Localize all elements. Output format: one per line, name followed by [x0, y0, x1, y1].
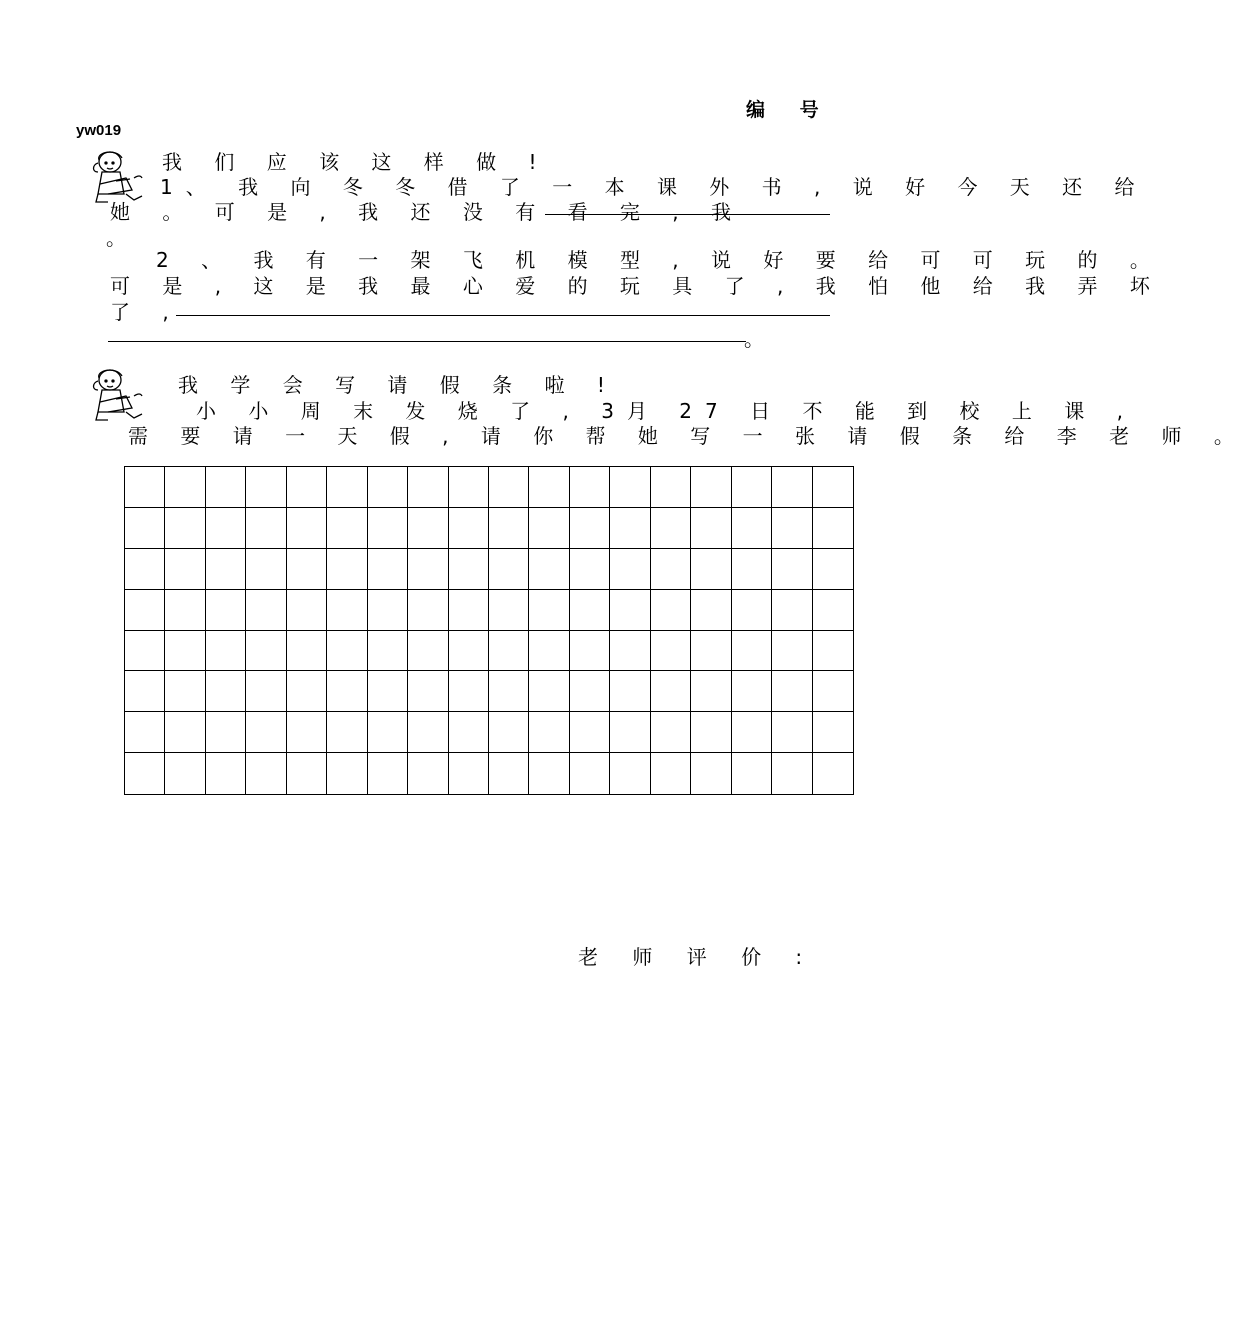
- grid-cell[interactable]: [206, 508, 246, 549]
- grid-cell[interactable]: [246, 549, 286, 590]
- grid-cell[interactable]: [408, 712, 448, 753]
- grid-cell[interactable]: [813, 712, 853, 753]
- grid-cell[interactable]: [408, 467, 448, 508]
- grid-cell[interactable]: [489, 549, 529, 590]
- grid-cell[interactable]: [449, 467, 489, 508]
- grid-cell[interactable]: [651, 508, 691, 549]
- grid-cell[interactable]: [732, 508, 772, 549]
- grid-cell[interactable]: [489, 671, 529, 712]
- grid-cell[interactable]: [287, 712, 327, 753]
- grid-cell[interactable]: [489, 508, 529, 549]
- grid-cell[interactable]: [368, 590, 408, 631]
- grid-cell[interactable]: [125, 508, 165, 549]
- grid-cell[interactable]: [813, 671, 853, 712]
- grid-cell[interactable]: [165, 753, 205, 794]
- grid-cell[interactable]: [691, 590, 731, 631]
- grid-cell[interactable]: [327, 631, 367, 672]
- item2-answer-blank-1[interactable]: [176, 315, 830, 316]
- grid-cell[interactable]: [449, 671, 489, 712]
- section1-title: 我 们 应 该 这 样 做 !: [162, 150, 550, 174]
- grid-cell[interactable]: [570, 671, 610, 712]
- grid-cell[interactable]: [165, 549, 205, 590]
- section2-title: 我 学 会 写 请 假 条 啦 !: [178, 373, 618, 397]
- grid-cell[interactable]: [651, 549, 691, 590]
- grid-cell[interactable]: [408, 753, 448, 794]
- grid-cell[interactable]: [691, 631, 731, 672]
- grid-cell[interactable]: [246, 712, 286, 753]
- grid-cell[interactable]: [368, 753, 408, 794]
- grid-cell[interactable]: [165, 671, 205, 712]
- grid-cell[interactable]: [287, 590, 327, 631]
- grid-cell[interactable]: [772, 631, 812, 672]
- grid-cell[interactable]: [651, 590, 691, 631]
- item1-line2: 她 。 可 是 , 我 还 没 有 看 完 , 我: [110, 200, 745, 224]
- grid-cell[interactable]: [368, 508, 408, 549]
- grid-cell[interactable]: [206, 467, 246, 508]
- grid-cell[interactable]: [246, 467, 286, 508]
- grid-cell[interactable]: [813, 631, 853, 672]
- grid-cell[interactable]: [651, 467, 691, 508]
- writing-grid[interactable]: [124, 466, 854, 795]
- grid-cell[interactable]: [691, 712, 731, 753]
- grid-cell[interactable]: [368, 467, 408, 508]
- grid-cell[interactable]: [732, 753, 772, 794]
- grid-cell[interactable]: [287, 671, 327, 712]
- item1-answer-blank[interactable]: [545, 214, 830, 215]
- grid-cell[interactable]: [570, 467, 610, 508]
- grid-cell[interactable]: [529, 549, 569, 590]
- grid-cell[interactable]: [287, 753, 327, 794]
- grid-cell[interactable]: [125, 467, 165, 508]
- grid-cell[interactable]: [772, 508, 812, 549]
- grid-cell[interactable]: [732, 671, 772, 712]
- item2-line2: 可 是 , 这 是 我 最 心 爱 的 玩 具 了 , 我 怕 他 给 我 弄 坏: [110, 274, 1163, 298]
- grid-cell[interactable]: [772, 549, 812, 590]
- grid-cell[interactable]: [772, 467, 812, 508]
- grid-cell[interactable]: [125, 631, 165, 672]
- grid-cell[interactable]: [206, 753, 246, 794]
- grid-cell[interactable]: [732, 467, 772, 508]
- grid-cell[interactable]: [408, 631, 448, 672]
- grid-cell[interactable]: [327, 508, 367, 549]
- grid-cell[interactable]: [165, 467, 205, 508]
- grid-cell[interactable]: [732, 590, 772, 631]
- grid-cell[interactable]: [246, 508, 286, 549]
- grid-cell[interactable]: [610, 712, 650, 753]
- grid-cell[interactable]: [813, 753, 853, 794]
- item2-end-mark: 。: [744, 327, 777, 351]
- item2-line3: 了 ,: [110, 300, 182, 324]
- grid-cell[interactable]: [691, 508, 731, 549]
- grid-cell[interactable]: [610, 549, 650, 590]
- grid-cell[interactable]: [165, 631, 205, 672]
- grid-cell[interactable]: [691, 549, 731, 590]
- document-code: yw019: [76, 122, 122, 139]
- grid-cell[interactable]: [125, 549, 165, 590]
- grid-cell[interactable]: [206, 712, 246, 753]
- grid-cell[interactable]: [246, 753, 286, 794]
- grid-cell[interactable]: [327, 549, 367, 590]
- grid-cell[interactable]: [529, 508, 569, 549]
- grid-cell[interactable]: [206, 631, 246, 672]
- grid-cell[interactable]: [165, 590, 205, 631]
- grid-cell[interactable]: [327, 671, 367, 712]
- grid-cell[interactable]: [368, 712, 408, 753]
- item1-end-mark: 。: [106, 226, 139, 250]
- grid-cell[interactable]: [651, 712, 691, 753]
- item2-line1: 2 、 我 有 一 架 飞 机 模 型 , 说 好 要 给 可 可 玩 的 。: [156, 248, 1163, 272]
- grid-cell[interactable]: [206, 590, 246, 631]
- number-label: 编 号: [746, 99, 833, 121]
- grid-cell[interactable]: [246, 590, 286, 631]
- section2-line1: 小 小 周 末 发 烧 了 , 3月 27 日 不 能 到 校 上 课 ,: [196, 399, 1136, 423]
- grid-cell[interactable]: [570, 590, 610, 631]
- grid-cell[interactable]: [610, 467, 650, 508]
- grid-cell[interactable]: [449, 631, 489, 672]
- girl-reading-icon: [86, 366, 148, 424]
- grid-cell[interactable]: [489, 631, 529, 672]
- grid-cell[interactable]: [327, 712, 367, 753]
- grid-cell[interactable]: [570, 631, 610, 672]
- grid-cell[interactable]: [813, 467, 853, 508]
- grid-cell[interactable]: [651, 671, 691, 712]
- grid-cell[interactable]: [610, 508, 650, 549]
- grid-cell[interactable]: [489, 590, 529, 631]
- grid-cell[interactable]: [408, 508, 448, 549]
- grid-cell[interactable]: [449, 590, 489, 631]
- teacher-evaluation-label: 老 师 评 价 :: [578, 945, 817, 969]
- grid-cell[interactable]: [732, 631, 772, 672]
- grid-cell[interactable]: [408, 549, 448, 590]
- grid-cell[interactable]: [368, 549, 408, 590]
- grid-cell[interactable]: [489, 467, 529, 508]
- grid-cell[interactable]: [408, 671, 448, 712]
- grid-cell[interactable]: [489, 753, 529, 794]
- grid-cell[interactable]: [529, 467, 569, 508]
- grid-cell[interactable]: [449, 549, 489, 590]
- grid-cell[interactable]: [287, 508, 327, 549]
- grid-cell[interactable]: [691, 753, 731, 794]
- grid-cell[interactable]: [489, 712, 529, 753]
- grid-cell[interactable]: [529, 631, 569, 672]
- section2-line2: 需 要 请 一 天 假 , 请 你 帮 她 写 一 张 请 假 条 给 李 老 师 。: [128, 424, 1247, 448]
- grid-cell[interactable]: [125, 590, 165, 631]
- grid-cell[interactable]: [570, 508, 610, 549]
- grid-cell[interactable]: [408, 590, 448, 631]
- grid-cell[interactable]: [449, 712, 489, 753]
- grid-cell[interactable]: [570, 753, 610, 794]
- item2-answer-blank-2[interactable]: [108, 341, 746, 342]
- grid-cell[interactable]: [327, 590, 367, 631]
- grid-cell[interactable]: [368, 631, 408, 672]
- grid-cell[interactable]: [165, 508, 205, 549]
- grid-cell[interactable]: [287, 549, 327, 590]
- grid-cell[interactable]: [165, 712, 205, 753]
- grid-cell[interactable]: [651, 753, 691, 794]
- grid-cell[interactable]: [246, 631, 286, 672]
- grid-cell[interactable]: [449, 508, 489, 549]
- grid-cell[interactable]: [813, 590, 853, 631]
- grid-cell[interactable]: [570, 712, 610, 753]
- grid-cell[interactable]: [732, 549, 772, 590]
- grid-cell[interactable]: [125, 671, 165, 712]
- grid-cell[interactable]: [813, 549, 853, 590]
- grid-cell[interactable]: [610, 671, 650, 712]
- grid-cell[interactable]: [125, 753, 165, 794]
- grid-cell[interactable]: [610, 753, 650, 794]
- grid-cell[interactable]: [449, 753, 489, 794]
- grid-cell[interactable]: [772, 753, 812, 794]
- grid-cell[interactable]: [287, 631, 327, 672]
- grid-cell[interactable]: [529, 590, 569, 631]
- grid-cell[interactable]: [529, 712, 569, 753]
- grid-cell[interactable]: [368, 671, 408, 712]
- grid-cell[interactable]: [327, 467, 367, 508]
- grid-cell[interactable]: [772, 712, 812, 753]
- item1-line1: 1、 我 向 冬 冬 借 了 一 本 课 外 书 , 说 好 今 天 还 给: [160, 175, 1148, 199]
- grid-cell[interactable]: [570, 549, 610, 590]
- grid-cell[interactable]: [529, 671, 569, 712]
- grid-cell[interactable]: [772, 590, 812, 631]
- grid-cell[interactable]: [610, 590, 650, 631]
- grid-cell[interactable]: [206, 549, 246, 590]
- grid-cell[interactable]: [691, 671, 731, 712]
- grid-cell[interactable]: [813, 508, 853, 549]
- grid-cell[interactable]: [287, 467, 327, 508]
- grid-cell[interactable]: [732, 712, 772, 753]
- grid-cell[interactable]: [529, 753, 569, 794]
- grid-cell[interactable]: [327, 753, 367, 794]
- grid-cell[interactable]: [651, 631, 691, 672]
- grid-cell[interactable]: [610, 631, 650, 672]
- grid-cell[interactable]: [772, 671, 812, 712]
- grid-cell[interactable]: [206, 671, 246, 712]
- grid-cell[interactable]: [125, 712, 165, 753]
- grid-cell[interactable]: [691, 467, 731, 508]
- grid-cell[interactable]: [246, 671, 286, 712]
